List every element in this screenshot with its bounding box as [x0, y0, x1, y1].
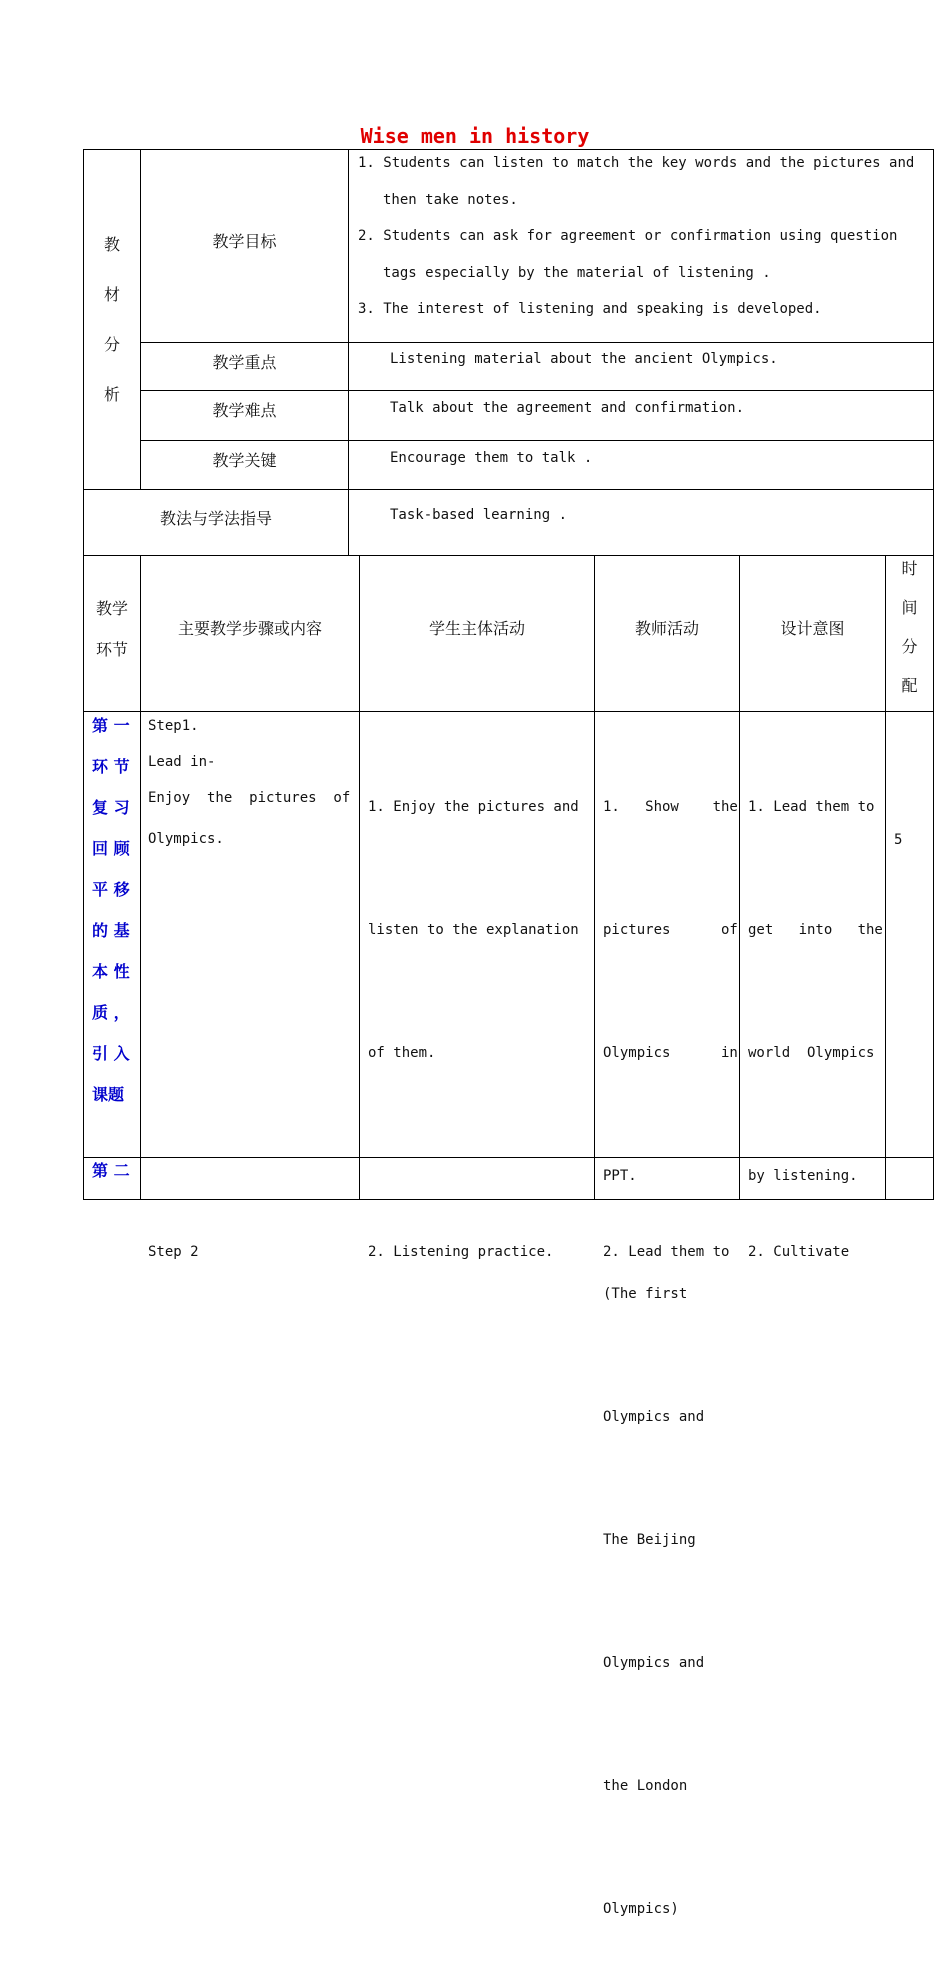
- method-text: Task-based learning .: [390, 507, 568, 523]
- header-stage-line: 教学: [95, 599, 128, 618]
- row1-student-activity: [368, 705, 590, 1115]
- teacher-line: pictures of: [603, 922, 738, 938]
- row1-steps: [148, 715, 353, 850]
- header-time-char: 分: [901, 637, 918, 656]
- teacher-line: Olympics and: [603, 1409, 705, 1425]
- stage-line: 课题: [92, 1085, 125, 1104]
- stage-line: 环 节: [92, 757, 130, 776]
- stage-line: 第 一: [92, 716, 130, 735]
- header-student-activity: 学生主体活动: [428, 618, 525, 638]
- stage-line: 第 二: [92, 1161, 130, 1180]
- analysis-section-label: [84, 220, 140, 420]
- step-line: Enjoy the pictures of: [148, 790, 351, 806]
- student-line: 2. Listening practice.: [368, 1244, 554, 1260]
- intent-line: 2. Cultivate: [748, 1244, 850, 1260]
- student-line: listen to the explanation: [368, 922, 579, 938]
- student-line: of them.: [368, 1045, 436, 1061]
- header-time: [886, 549, 933, 705]
- stage-line: 的 基: [92, 921, 130, 940]
- objective-text: The interest of listening and speaking is developed.: [383, 301, 822, 317]
- row1-time: 5: [894, 832, 903, 848]
- teacher-line: 2. Lead them to: [603, 1244, 730, 1260]
- section-char: 教: [103, 235, 120, 254]
- row2-design-intent: [748, 1150, 882, 1314]
- row2-stage: [92, 1150, 138, 1191]
- step-line: Olympics.: [148, 831, 224, 847]
- stage-line: 质 ，: [92, 1003, 130, 1022]
- objective-item: [358, 216, 928, 294]
- document-title: Wise men in history: [360, 124, 590, 148]
- key-point-text: Listening material about the ancient Olympics.: [390, 351, 778, 367]
- teacher-line: PPT.: [603, 1168, 637, 1184]
- step-line: Step1.: [148, 718, 199, 734]
- objectives-label: 教学目标: [212, 231, 277, 251]
- teacher-line: (The first: [603, 1286, 688, 1302]
- teacher-line: 1. Show the: [603, 799, 738, 815]
- header-design-intent: 设计意图: [780, 618, 845, 638]
- objective-text: Students can ask for agreement or confirmation using question: [383, 228, 898, 244]
- student-line: 1. Enjoy the pictures and: [368, 799, 579, 815]
- row1-teacher-activity: [603, 705, 738, 1971]
- crux-label: 教学关键: [212, 451, 277, 470]
- stage-line: 引 入: [92, 1044, 130, 1063]
- row2-steps: [148, 1150, 353, 1314]
- objective-text: Students can listen to match the key words and the pictures and: [383, 155, 915, 171]
- objective-number: 1.: [358, 155, 375, 171]
- objective-number: 2.: [358, 228, 375, 244]
- intent-line: world Olympics: [748, 1045, 875, 1061]
- crux-text: Encourage them to talk .: [390, 450, 593, 466]
- header-teacher-activity: 教师活动: [634, 618, 699, 638]
- section-char: 分: [103, 335, 120, 354]
- section-char: 材: [103, 285, 120, 304]
- stage-line: 复 习: [92, 798, 130, 817]
- row1-stage: [92, 705, 138, 1115]
- objective-item: [358, 289, 928, 330]
- header-time-char: 配: [901, 676, 918, 695]
- objective-text-cont: tags especially by the material of listening .: [383, 265, 771, 281]
- header-time-char: 时: [901, 559, 918, 578]
- row2-teacher-activity: [603, 1150, 737, 1314]
- objectives-list: [358, 143, 928, 330]
- stage-line: 回 顾: [92, 839, 130, 858]
- teacher-line: Olympics in: [603, 1045, 738, 1061]
- header-stage-line: 环节: [95, 640, 128, 659]
- objective-text-cont: then take notes.: [383, 192, 518, 208]
- intent-line: get into the: [748, 922, 883, 938]
- row2-student-activity: [368, 1150, 590, 1314]
- intent-line: by listening.: [748, 1168, 858, 1184]
- difficulty-label: 教学难点: [212, 401, 277, 420]
- objective-number: 3.: [358, 301, 375, 317]
- section-char: 析: [103, 385, 120, 404]
- stage-line: 本 性: [92, 962, 130, 981]
- header-time-char: 间: [901, 598, 918, 617]
- difficulty-text: Talk about the agreement and confirmation.: [390, 400, 745, 416]
- teacher-line: Olympics): [603, 1901, 679, 1917]
- teacher-line: The Beijing: [603, 1532, 696, 1548]
- method-label: 教法与学法指导: [159, 508, 272, 528]
- header-steps: 主要教学步骤或内容: [177, 618, 322, 638]
- teacher-line: Olympics and: [603, 1655, 705, 1671]
- header-stage: [84, 588, 140, 670]
- objective-item: [358, 143, 928, 221]
- key-point-label: 教学重点: [212, 353, 277, 372]
- stage-line: 平 移: [92, 880, 130, 899]
- step-line: Lead in-: [148, 754, 216, 770]
- teacher-line: the London: [603, 1778, 688, 1794]
- intent-line: 1. Lead them to: [748, 799, 875, 815]
- step-line: Step 2: [148, 1244, 199, 1260]
